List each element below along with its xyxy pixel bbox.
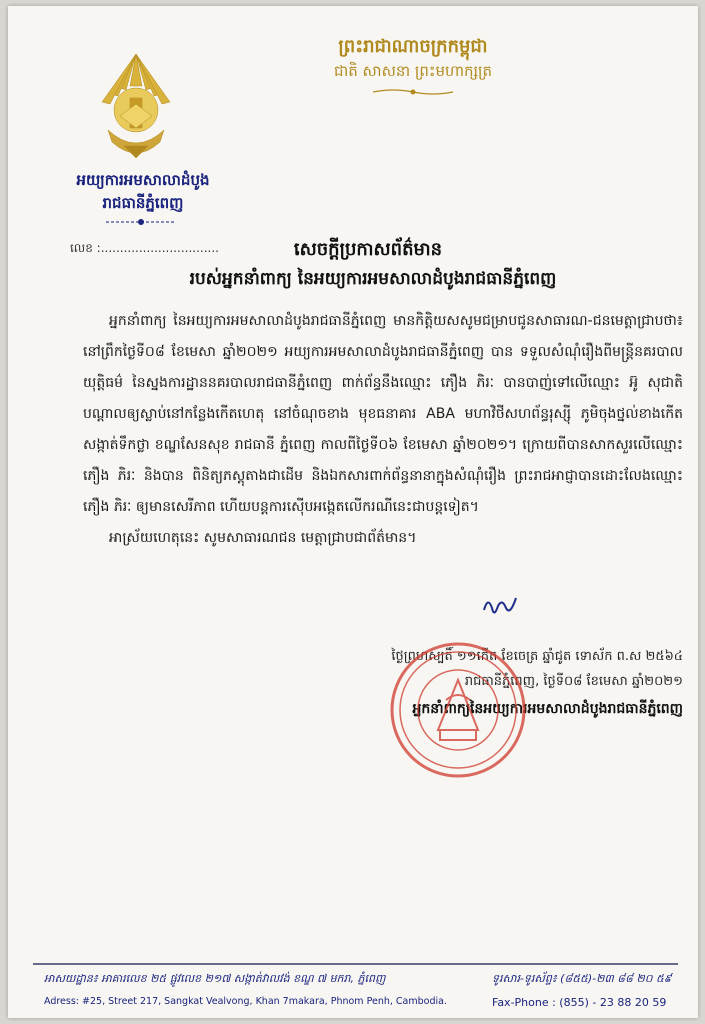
document-title: សេចក្តីប្រកាសព័ត៌មាន [293, 239, 443, 260]
reference-number: លេខ :............................... [70, 241, 219, 255]
fax-phone-khmer: ទូរសារ-ទូរស័ព្ទ៖ (៨៥៥)-២៣ ៨៨ ២០ ៥៩ [492, 972, 672, 985]
letter-page [8, 6, 698, 1018]
ornament-divider-icon [106, 218, 176, 226]
red-official-seal-icon [388, 640, 528, 780]
org-name-line2: រាជធានីភ្នំពេញ [102, 194, 184, 212]
address-english: Adress: #25, Street 217, Sangkat Vealvong, Khan 7makara, Phnom Penh, Cambodia. [44, 996, 447, 1007]
body-paragraph: អ្នកនាំពាក្យ នៃអយ្យការអមសាលាដំបូងរាជធានីភ្នំពេញ មានកិត្តិយសសូមជម្រាបជូនសាធារណ-ជនមេត្តាជ្រាបថា៖ នៅព្រឹកថ្ងៃទី០៨ ខែមេសា ឆ្នាំ២០២១ អយ្យការអមសាលាដំបូងរាជធានីភ្នំពេញ បាន ទទួលសំណុំរឿងពីមន្ត្រីនគរបាលយុត្តិធម៌ នៃស្នងការដ្ឋាននគរបាលរាជធានីភ្នំពេញ ពាក់ព័ន្ធនឹងឈ្មោះ ភឿង ភិរៈ បានបាញ់ទៅលើឈ្មោះ អ៊ូ សុជាតិ បណ្តាលឲ្យស្លាប់នៅកន្លែងកើតហេតុ នៅចំណុចខាង មុខធនាគារ ABA មហាវិថីសហព័ន្ធរុស្ស៊ី ភូមិចុងថ្នល់ខាងកើត សង្កាត់ទឹកថ្លា ខណ្ឌសែនសុខ រាជធានី ភ្នំពេញ កាលពីថ្ងៃទី០៦ ខែមេសា ឆ្នាំ២០២១។ ក្រោយពីបានសាកសួរលើឈ្មោះ ភឿង ភិរៈ និងបាន ពិនិត្យភស្តុតាងជាដើម និងឯកសារពាក់ព័ន្ធនានាក្នុងសំណុំរឿង ព្រះរាជអាជ្ញាបានដោះលែងឈ្មោះ ភឿង ភិរៈ ឲ្យមានសេរីភាព ហើយបន្តការស៊ើបអង្កេតលើករណីនេះជាបន្តទៀត។ [83, 313, 683, 515]
footer-divider [33, 963, 678, 965]
fax-phone-english: Fax-Phone : (855) - 23 88 20 59 [492, 996, 667, 1009]
body-paragraph: អាស្រ័យហេតុនេះ សូមសាធារណជន មេត្តាជ្រាបជាព័ត៌មាន។ [109, 530, 417, 546]
national-motto: ជាតិ សាសនា ព្រះមហាក្សត្រ [333, 62, 493, 80]
lunar-date: ថ្ងៃព្រហស្បតិ៍ ១១កើត ខែចេត្រ ឆ្នាំជូត ទោស័ក ព.ស ២៥៦៤ [391, 649, 683, 664]
address-khmer: អាសយដ្ឋាន៖ អាគារលេខ ២៥ ផ្លូវលេខ ២១៧ សង្កាត់វាលវង់ ខណ្ឌ ៧ មករា, ភ្នំពេញ [44, 972, 386, 985]
spokesperson-title: អ្នកនាំពាក្យនៃអយ្យការអមសាលាដំបូងរាជធានីភ្នំពេញ [412, 701, 683, 717]
announcement-body [83, 306, 683, 554]
signature-icon [480, 592, 520, 622]
prosecutor-emblem-icon [90, 46, 182, 170]
issue-date: រាជធានីភ្នំពេញ, ថ្ងៃទី០៨ ខែមេសា ឆ្នាំ២០២១ [464, 674, 683, 689]
ornament-divider-icon [373, 88, 453, 96]
document-subtitle: របស់អ្នកនាំពាក្យ នៃអយ្យការអមសាលាដំបូងរាជធានីភ្នំពេញ [189, 269, 557, 289]
org-name-line1: អយ្យការអមសាលាដំបូង [76, 171, 210, 189]
kingdom-heading: ព្រះរាជាណាចក្រកម្ពុជា [338, 36, 488, 57]
